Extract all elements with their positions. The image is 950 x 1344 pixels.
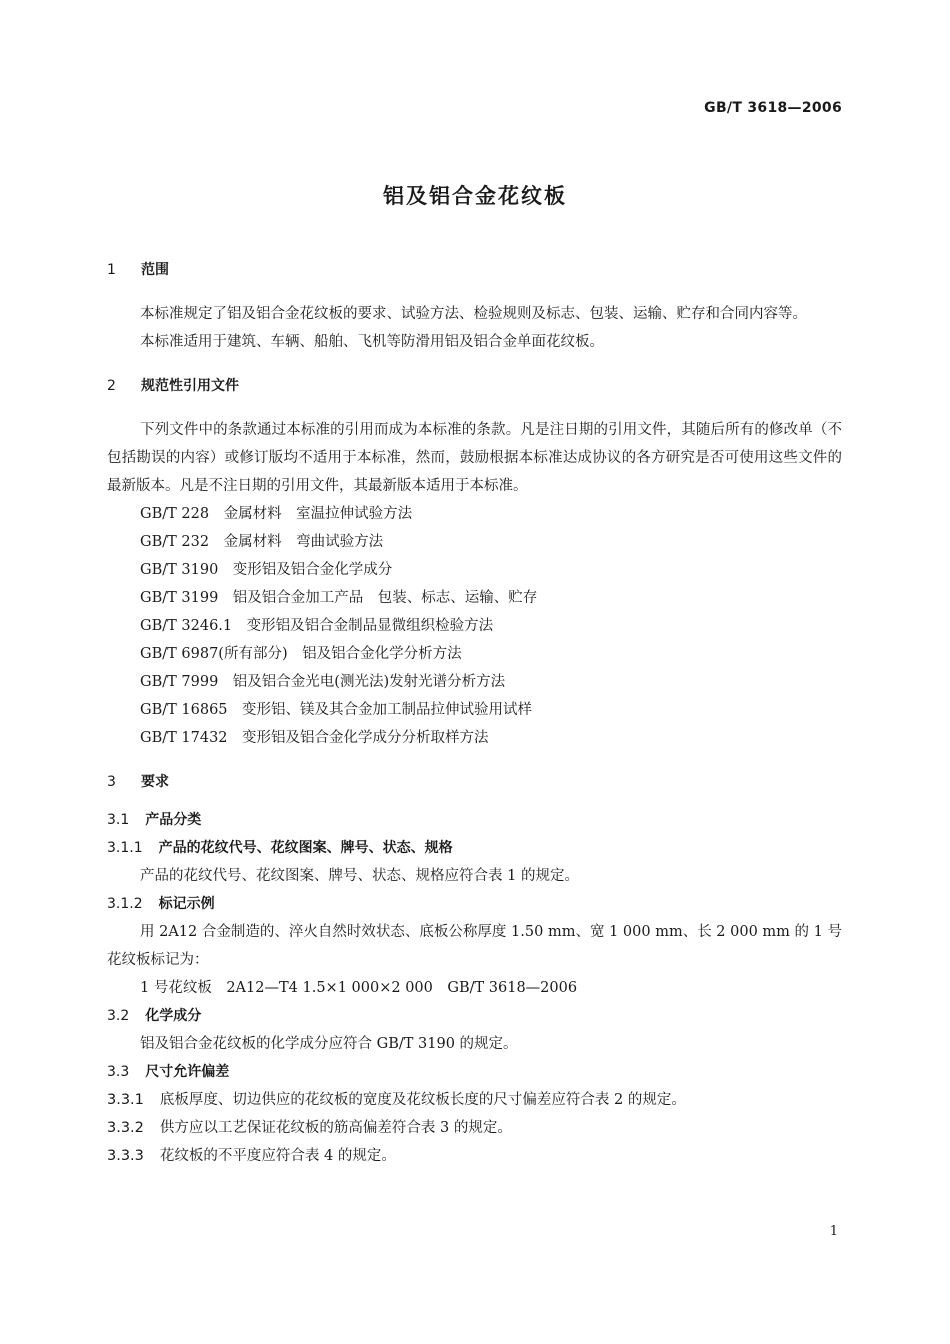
chemical-composition-text: 铝及铝合金花纹板的化学成分应符合 GB/T 3190 的规定。	[140, 1036, 518, 1052]
document-body	[107, 256, 842, 1170]
subsection-title: 产品分类	[145, 812, 202, 828]
subsection-3-1-heading	[107, 806, 842, 834]
reference-item: GB/T 7999 铝及铝合金光电(测光法)发射光谱分析方法	[140, 674, 506, 690]
clause-text: 花纹板的不平度应符合表 4 的规定。	[159, 1148, 396, 1164]
section-number: 2	[107, 378, 116, 394]
reference-item: GB/T 3199 铝及铝合金加工产品 包装、标志、运输、贮存	[140, 590, 538, 606]
reference-item: GB/T 232 金属材料 弯曲试验方法	[140, 534, 384, 550]
reference-item: GB/T 17432 变形铝及铝合金化学成分分析取样方法	[140, 730, 489, 746]
reference-item: GB/T 3190 变形铝及铝合金化学成分	[140, 562, 393, 578]
marking-example: 1 号花纹板 2A12—T4 1.5×1 000×2 000 GB/T 3618—2006	[140, 980, 578, 996]
clause-number: 3.3.2	[107, 1120, 144, 1136]
clause-text: 供方应以工艺保证花纹板的筋高偏差符合表 3 的规定。	[159, 1120, 512, 1136]
references-intro-paragraph: 下列文件中的条款通过本标准的引用而成为本标准的条款。凡是注日期的引用文件，其随后所有的修改单（不包括勘误的内容）或修订版均不适用于本标准，然而，鼓励根据本标准达成协议的各方研究是否可使用这些文件的最新版本。凡是不注日期的引用文件，其最新版本适用于本标准。	[107, 422, 842, 494]
subsection-title: 标记示例	[158, 896, 215, 912]
reference-item: GB/T 228 金属材料 室温拉伸试验方法	[140, 506, 413, 522]
subsection-3-1-1-heading	[107, 834, 842, 862]
subsection-3-2-heading	[107, 1002, 842, 1030]
subsection-number: 3.1	[107, 812, 130, 828]
section-3-heading	[107, 768, 842, 796]
section-2-heading	[107, 372, 842, 400]
subsection-title: 产品的花纹代号、花纹图案、牌号、状态、规格	[158, 840, 453, 856]
scope-paragraph-1: 本标准规定了铝及铝合金花纹板的要求、试验方法、检验规则及标志、包装、运输、贮存和合同内容等。	[140, 306, 807, 322]
subsection-number: 3.3	[107, 1064, 130, 1080]
marking-example-text: 用 2A12 合金制造的、淬火自然时效状态、底板公称厚度 1.50 mm、宽 1 000 mm、长 2 000 mm 的 1 号花纹板标记为：	[107, 924, 842, 968]
reference-item: GB/T 6987(所有部分) 铝及铝合金化学分析方法	[140, 646, 462, 662]
subsection-3-3-heading	[107, 1058, 842, 1086]
clause-text: 底板厚度、切边供应的花纹板的宽度及花纹板长度的尺寸偏差应符合表 2 的规定。	[159, 1092, 686, 1108]
subsection-3-1-2-heading	[107, 890, 842, 918]
classification-text: 产品的花纹代号、花纹图案、牌号、状态、规格应符合表 1 的规定。	[140, 868, 579, 884]
section-title: 规范性引用文件	[141, 378, 239, 394]
reference-item: GB/T 3246.1 变形铝及铝合金制品显微组织检验方法	[140, 618, 494, 634]
clause-3-3-1	[107, 1086, 842, 1114]
section-number: 1	[107, 262, 116, 278]
standard-code: GB/T 3618—2006	[704, 100, 842, 116]
document-title: 铝及铝合金花纹板	[383, 184, 567, 208]
subsection-number: 3.1.2	[107, 896, 143, 912]
section-number: 3	[107, 774, 116, 790]
subsection-title: 化学成分	[145, 1008, 202, 1024]
reference-item: GB/T 16865 变形铝、镁及其合金加工制品拉伸试验用试样	[140, 702, 533, 718]
subsection-number: 3.1.1	[107, 840, 143, 856]
clause-number: 3.3.1	[107, 1092, 144, 1108]
section-title: 范围	[141, 262, 169, 278]
section-1-heading	[107, 256, 842, 284]
reference-list	[107, 500, 842, 752]
subsection-title: 尺寸允许偏差	[145, 1064, 230, 1080]
clause-3-3-2	[107, 1114, 842, 1142]
clause-number: 3.3.3	[107, 1148, 144, 1164]
clause-3-3-3	[107, 1142, 842, 1170]
scope-paragraph-2: 本标准适用于建筑、车辆、船舶、飞机等防滑用铝及铝合金单面花纹板。	[140, 334, 604, 350]
page-number: 1	[829, 1224, 838, 1239]
section-title: 要求	[141, 774, 169, 790]
subsection-number: 3.2	[107, 1008, 130, 1024]
